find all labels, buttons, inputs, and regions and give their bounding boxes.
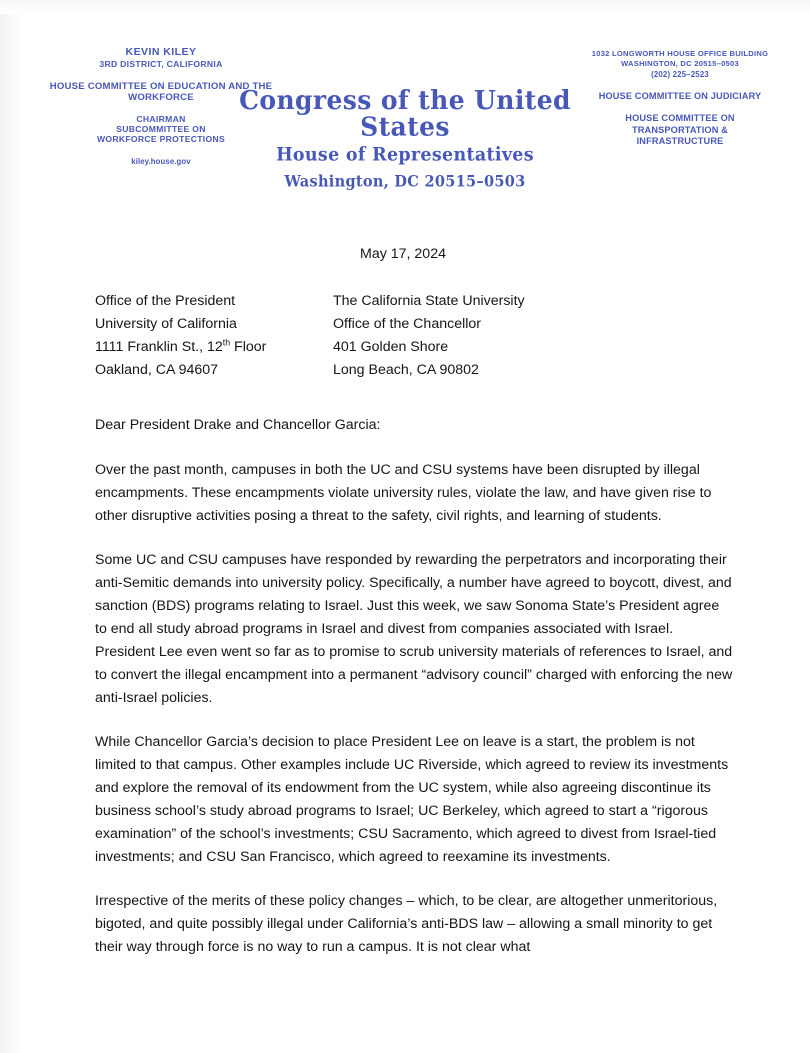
recipient-addresses — [95, 290, 735, 382]
masthead-house-line: House of Representatives — [276, 144, 534, 166]
body-paragraph: Over the past month, campuses in both the UC and CSU systems have been disrupted by illegal encampments. These encampments violate university rules, violate the law, and have given rise to other disruptive activities posing a threat to the safety, civil rights, and learning of students. — [95, 462, 712, 524]
body-paragraph: Irrespective of the merits of these policy changes – which, to be clear, are altogether unmeritorious, bigoted, and quite possibly illegal under California’s anti-BDS law – allowing a small minority to get their way through force is no way to run a campus. It is not clear what — [95, 893, 718, 955]
letterhead-right-block — [560, 49, 800, 148]
member-district: 3RD DISTRICT, CALIFORNIA — [99, 59, 223, 70]
masthead — [205, 84, 605, 191]
letterhead — [0, 0, 810, 191]
masthead-city-line: Washington, DC 20515–0503 — [284, 172, 526, 191]
body-paragraph: While Chancellor Garcia’s decision to place President Lee on leave is a start, the problem is not limited to that campus. Other examples include UC Riverside, which agreed to review its investments and explore the removal of its endowment from the UC system, while also agreeing discontinue its business school’s study abroad programs to Israel; UC Berkeley, which agreed to start a “rigorous examination” of the school’s investments; CSU Sacramento, which agreed to divest from Israel-tied investments; and CSU San Francisco, which agreed to reexamine its investments. — [95, 734, 729, 865]
role-title: CHAIRMAN — [136, 113, 186, 124]
letter-body — [95, 243, 735, 959]
csu-line-2: Office of the Chancellor — [333, 316, 481, 332]
member-name: KEVIN KILEY — [125, 46, 197, 58]
recipient-address-csu — [333, 290, 525, 382]
role-subcommittee-line-1: SUBCOMMITTEE ON — [116, 124, 206, 135]
csu-line-1: The California State University — [333, 293, 525, 309]
member-website[interactable]: kiley.house.gov — [131, 156, 191, 166]
salutation: Dear President Drake and Chancellor Garcia: — [95, 417, 381, 433]
uc-line-3 — [95, 336, 333, 359]
uc-street-post: Floor — [230, 339, 267, 355]
office-address-line-1: 1032 LONGWORTH HOUSE OFFICE BUILDING — [591, 49, 769, 58]
csu-line-4: Long Beach, CA 90802 — [333, 362, 479, 378]
office-address-line-2: WASHINGTON, DC 20515–0503 — [621, 59, 739, 69]
uc-street-ordinal: th — [222, 337, 231, 348]
committee-judiciary: HOUSE COMMITTEE ON JUDICIARY — [598, 91, 762, 102]
letter-date: May 17, 2024 — [360, 246, 446, 262]
csu-line-3: 401 Golden Shore — [333, 339, 449, 355]
committee-transportation-line-1: HOUSE COMMITTEE ON — [625, 113, 735, 124]
committee-transportation-line-3: INFRASTRUCTURE — [636, 136, 724, 147]
uc-street-pre: 1111 Franklin St., 12 — [95, 339, 223, 355]
committee-transportation-line-2: TRANSPORTATION & — [632, 124, 728, 135]
recipient-address-uc — [95, 290, 333, 382]
committee-transportation — [560, 113, 800, 148]
uc-line-4: Oakland, CA 94607 — [95, 362, 219, 378]
member-committee: HOUSE COMMITTEE ON EDUCATION AND THE WORKFORCE — [49, 81, 273, 104]
masthead-congress-line: Congress of the United States — [239, 84, 571, 142]
uc-line-1: Office of the President — [95, 293, 236, 309]
uc-line-2: University of California — [95, 316, 237, 332]
office-phone: (202) 225–2523 — [651, 70, 709, 80]
role-subcommittee-line-2: WORKFORCE PROTECTIONS — [96, 134, 226, 145]
body-paragraph: Some UC and CSU campuses have responded by rewarding the perpetrators and incorporating their anti-Semitic demands into university policy. Specifically, a number have agreed to boycott, divest, and sanction (BDS) programs relating to Israel. Just this week, we saw Sonoma State’s President agree to end all study abroad programs in Israel and divest from companies associated with Israel. President Lee even went so far as to promise to scrub university materials of references to Israel, and to convert the illegal encampment into a permanent “advisory council” charged with enforcing the new anti-Israel policies. — [95, 552, 733, 706]
